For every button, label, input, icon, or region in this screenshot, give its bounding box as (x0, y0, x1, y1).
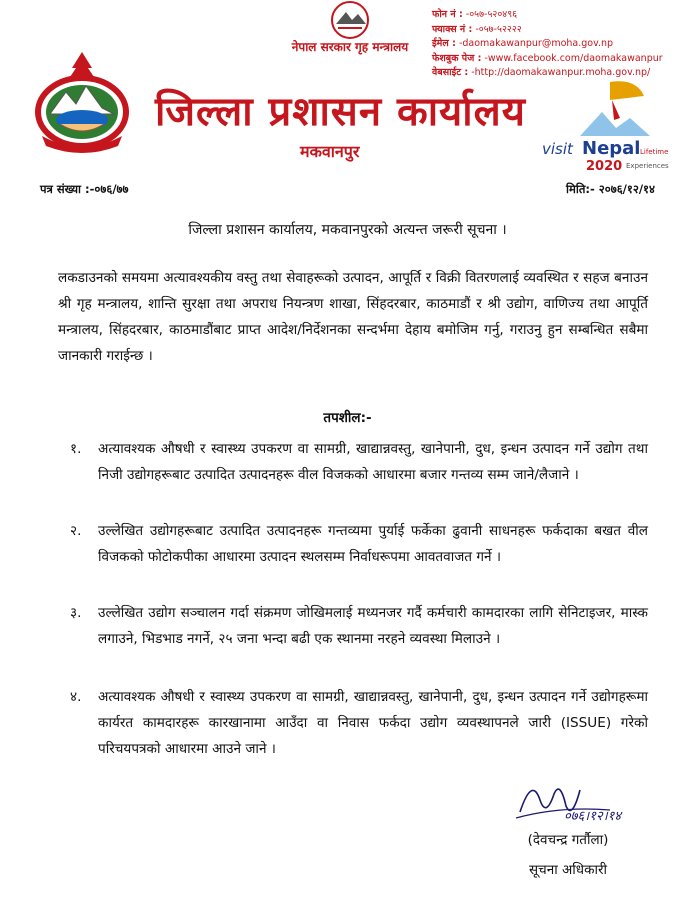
contact-email: ईमेल : -daomakawanpur@moha.gov.np (432, 38, 614, 50)
details-heading: तपशील:- (323, 410, 372, 426)
notice-title: जिल्ला प्रशासन कार्यालय, मकवानपुरको अत्यन्त जरूरी सूचना । (188, 222, 507, 238)
handwritten-signature (510, 770, 660, 830)
nepal-emblem-icon (22, 48, 142, 158)
office-district: मकवानपुर (300, 142, 360, 161)
contact-phone: फोन नं : -०५७-५२०४९६ (432, 9, 518, 20)
intro-paragraph: लकडाउनको समयमा अत्यावश्यकीय वस्तु तथा सेवाहरूको उत्पादन, आपूर्ति र विक्री वितरणलाई व्यवस्थित र सहज बनाउन श्री गृह मन्त्रालय, शान्ति सुरक्षा तथा अपराध नियन्त्रण शाखा, सिंहदरबार, काठमाडौं र श्री उद्योग, वाणिज्य तथा आपूर्ति मन्त्रालय, सिंहदरबार, काठमाडौंबाट प्राप्त आदेश/निर्देशनका सन्दर्भमा देहाय बमोजिम गर्नु, गराउनु हुन सम्बन्धित सबैमा जानकारी गराईन्छ । (58, 270, 648, 364)
svg-text:Lifetime: Lifetime (640, 148, 669, 156)
svg-text:Nepal: Nepal (582, 138, 641, 159)
signatory-name: (देवचन्द्र गर्तौला) (527, 832, 609, 848)
signatory-title: सूचना अधिकारी (529, 862, 607, 878)
contact-fax: फ्याक्स नं : -०५७-५२२२२ (432, 23, 522, 35)
svg-text:2020: 2020 (586, 159, 623, 174)
svg-text:०७६।१२।१४: ०७६।१२।१४ (564, 809, 622, 824)
list-item (58, 436, 648, 488)
contact-website: वेबसाईट : -http://daomakawanpur.moha.gov.np/ (432, 67, 651, 79)
list-item (58, 600, 648, 652)
contact-block (432, 8, 682, 81)
office-title: जिल्ला प्रशासन कार्यालय (155, 89, 526, 135)
list-item-number: ४. (70, 689, 82, 705)
reference-line (40, 182, 655, 197)
list-item-text: उल्लेखित उद्योगहरूबाट उत्पादित उत्पादनहरू गन्तव्यमा पुर्याई फर्केका ढुवानी साधनहरू फर्कदाका बखत वील विजकको फोटोकपीका आधारमा उत्पादन स्थलसम्म निर्वाधरूपमा आवतवाजत गर्ने । (98, 523, 648, 565)
visit-nepal-logo (540, 78, 669, 176)
list-item-text: उल्लेखित उद्योग सञ्चालन गर्दा संक्रमण जोखिमलाई मध्यनजर गर्दै कर्मचारी कामदारका लागि सेनिटाइजर, मास्क लगाउने, भिडभाड नगर्ने, २५ जना भन्दा बढी एक स्थानमा नरहने व्यवस्था मिलाउने । (98, 605, 648, 647)
svg-text:visit: visit (542, 140, 573, 158)
letter-date: मिति:- २०७६/१२/१४ (565, 182, 655, 196)
list-item-number: १. (70, 441, 82, 457)
list-item (58, 684, 648, 762)
ministry-logo-icon (318, 0, 382, 40)
list-item-text: अत्यावश्यक औषधी र स्वास्थ्य उपकरण वा सामग्री, खाद्यान्नवस्तु, खानेपानी, दुध, इन्धन उत्पादन गर्ने उद्योगहरूमा कार्यरत कामदारहरू कारखानामा आउँदा वा निवास फर्कदा उद्योग व्यवस्थापनले जारी (ISSUE) गरेको परिचयपत्रको आधारमा आउने जाने । (98, 689, 648, 757)
list-item-text: अत्यावश्यक औषधी र स्वास्थ्य उपकरण वा सामग्री, खाद्यान्नवस्तु, खानेपानी, दुध, इन्धन उत्पादन गर्ने उद्योग तथा निजी उद्योगहरूबाट उत्पादित उत्पादनहरू वील विजकको आधारमा बजार गन्तव्य सम्म जाने/लैजाने । (98, 441, 648, 483)
contact-facebook: फेशबुक पेज : -www.facebook.com/daomakawanpur (432, 52, 663, 64)
list-item-number: ३. (70, 605, 82, 621)
list-item-number: २. (70, 523, 82, 539)
svg-text:Experiences: Experiences (626, 162, 669, 170)
ministry-name: नेपाल सरकार गृह मन्त्रालय (291, 40, 409, 54)
list-item (58, 518, 648, 570)
letter-number: पत्र संख्या :-०७६/७७ (40, 182, 129, 196)
